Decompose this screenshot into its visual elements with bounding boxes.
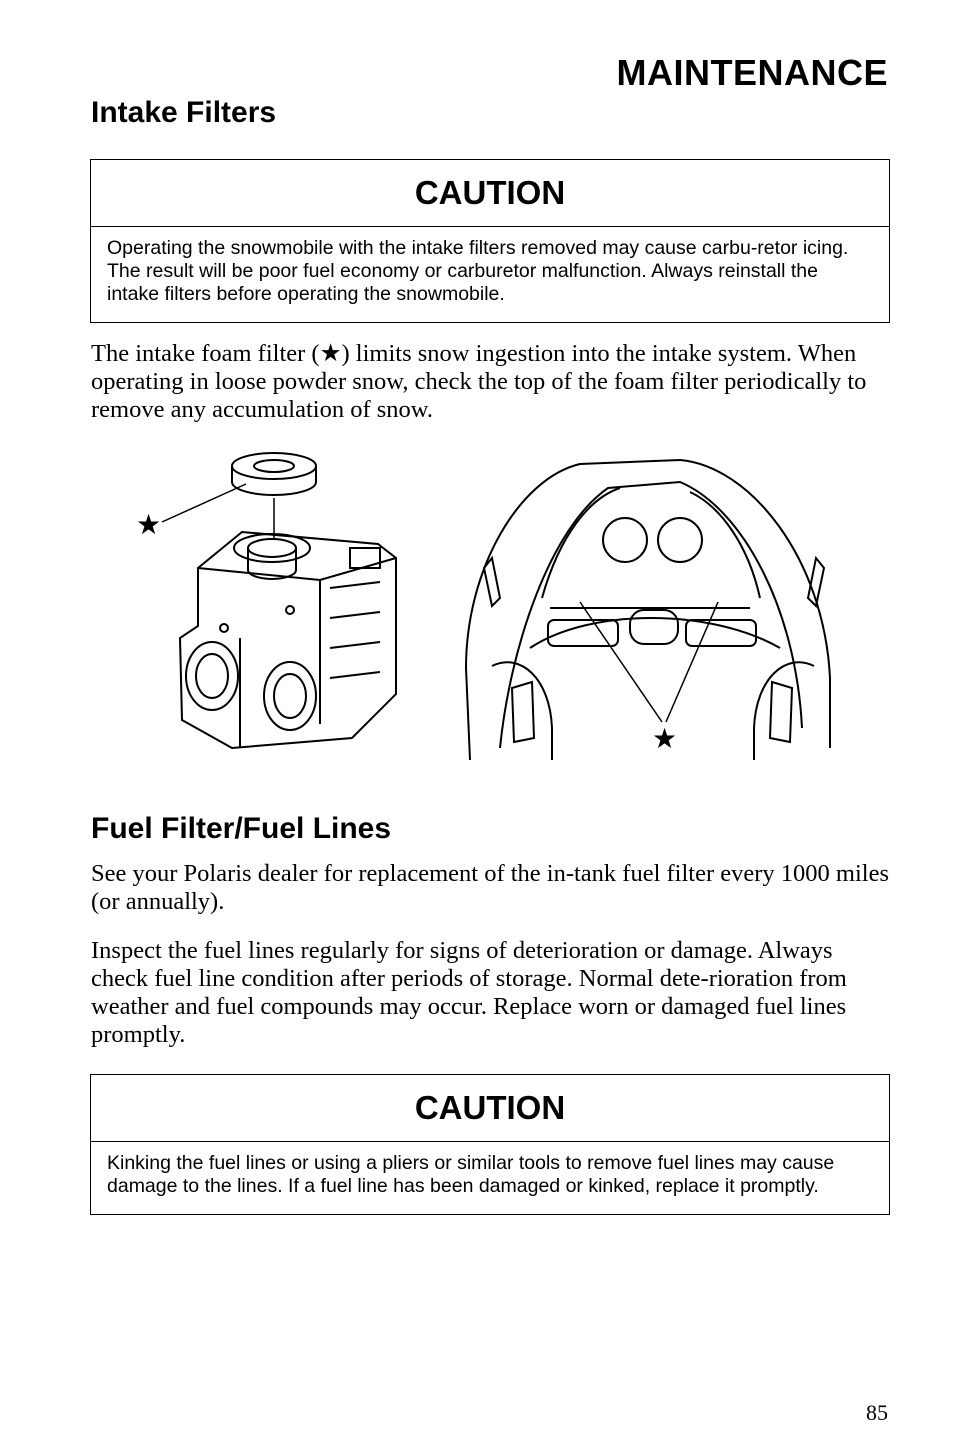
caution-text: Operating the snowmobile with the intake filters removed may cause carbu-retor icing. The result will be poor fuel economy or carburetor malfunction. Always reinstall the intake filters before operating the snowmobile. (107, 237, 849, 305)
intake-filter-figure (120, 448, 840, 770)
caution-title: CAUTION (91, 1075, 889, 1142)
intake-paragraph: The intake foam filter (★) limits snow ingestion into the intake system. When operating in loose powder snow, check the top of the foam filter periodically to remove any accumulation of snow. (91, 340, 867, 423)
caution-text: Kinking the fuel lines or using a pliers or similar tools to remove fuel lines may cause damage to the lines. If a fuel line has been damaged or kinked, replace it promptly. (107, 1152, 835, 1197)
intake-filters-heading: Intake Filters (91, 96, 277, 129)
fuel-caution-box (90, 1074, 890, 1215)
page-number: 85 (866, 1400, 888, 1425)
hood-dashboard (466, 460, 830, 760)
fuel-paragraph-2: Inspect the fuel lines regularly for signs of deterioration or damage. Always check fuel line condition after periods of storage. Normal dete-rioration from weather and fuel compounds may occur. Replace worn or damaged fuel lines promptly. (91, 937, 847, 1048)
fuel-filter-heading: Fuel Filter/Fuel Lines (91, 812, 392, 845)
section-header: MAINTENANCE (616, 52, 888, 93)
air-box (180, 532, 396, 748)
foam-filter-ring (232, 453, 316, 495)
star-marker-left: ★ (136, 510, 162, 541)
intake-filter-illustration (120, 448, 840, 770)
caution-title: CAUTION (91, 160, 889, 227)
intake-caution-box (90, 159, 890, 323)
star-marker-right: ★ (652, 724, 678, 755)
fuel-paragraph-1: See your Polaris dealer for replacement of the in-tank fuel filter every 1000 miles (or annually). (91, 860, 889, 915)
